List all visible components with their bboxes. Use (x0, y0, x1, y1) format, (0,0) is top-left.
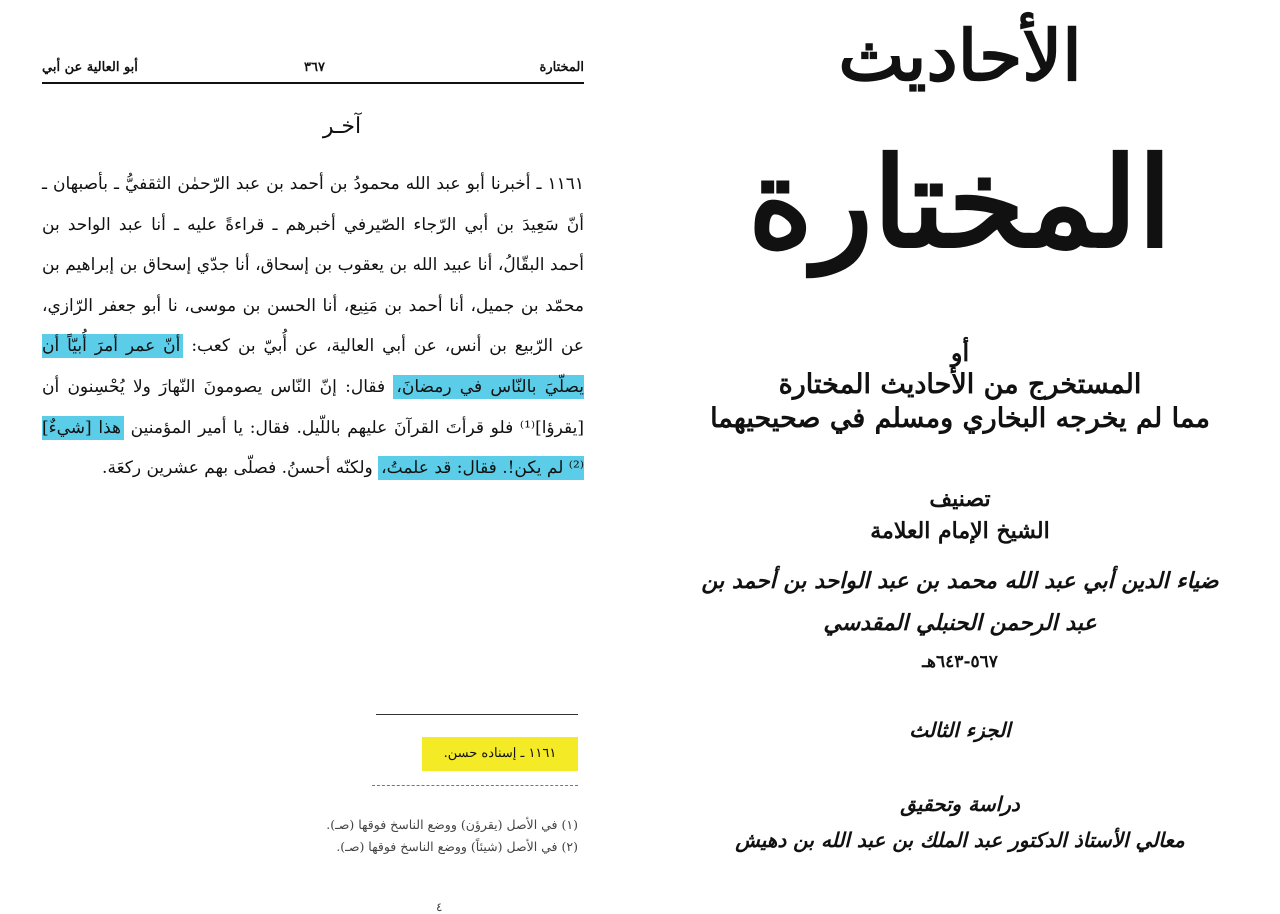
left-page (0, 0, 640, 913)
highlight-blue-2: هذا [شيءٌ]⁽²⁾ لم يكن!. فقال: قد علمتُ، (42, 417, 584, 479)
cover-subtitle-line2: مما لم يخرجه البخاري ومسلم في صحيحيهما (710, 403, 1210, 434)
highlight-blue-1: أنّ عمر أمرَ أُبيّاً أن يصلّيَ بالنّاس في رمضانَ، (42, 336, 585, 397)
hadith-text (42, 164, 584, 489)
running-head-section: أبو العالية عن أبي (42, 60, 138, 75)
cover-subtitle (680, 368, 1240, 436)
footnotes (242, 814, 578, 858)
cover-dates: ٥٦٧-٦٤٣هـ (922, 652, 998, 672)
right-page-cover (640, 0, 1280, 913)
cover-study-label: دراسة وتحقيق (900, 792, 1020, 816)
hadith-text-middle: فقال: إنّ النّاس يصومونَ النّهارَ ولا يُحْسِنون أن [يقرؤا]⁽¹⁾ فلو قرأتَ القرآنَ عليهم باللّيل. فقال: يا أمير المؤمنين (42, 376, 584, 438)
running-head-page-number: ٣٦٧ (304, 60, 325, 75)
cover-or: أو (950, 338, 970, 367)
page-number: ٤ (436, 900, 443, 914)
running-head-book-title: المختارة (539, 60, 584, 75)
cover-subtitle-line1: المستخرج من الأحاديث المختارة (778, 369, 1142, 400)
hadith-text-end: ولكنّه أحسنُ. فصلّى بهم عشرين ركعَة. (102, 458, 373, 479)
cover-author-label: تصنيف (929, 486, 991, 512)
cover-volume: الجزء الثالث (909, 718, 1011, 742)
cover-author-name-line2: عبد الرحمن الحنبلي المقدسي (823, 610, 1097, 636)
cover-title-line2: المختارة (747, 131, 1172, 276)
footnote-divider (372, 785, 578, 786)
cover-author-name-line1: ضياء الدين أبي عبد الله محمد بن عبد الواحد بن أحمد بن (701, 568, 1219, 594)
footnote-rule (376, 714, 578, 715)
running-head (42, 58, 584, 84)
cover-author-name (680, 560, 1240, 644)
hadith-isnad: ١١٦١ ـ أخبرنا أبو عبد الله محمودُ بن أحمد بن عبد الرّحمٰن الثقفيُّ ـ بأصبهان ـ أنّ سَعِيدَ بن أبي الرّجاء الصّيرفي أخبرهم ـ قراءةً عليه ـ أنا عبد الواحد بن أحمد البقّالُ، أنا عبيد الله بن يعقوب بن إسحاق، أنا جدّي إسحاق بن إبراهيم بن محمّد بن جميل، أنا أحمد بن مَنِيع، أنا الحسن بن موسى، نا أبو جعفر الرّازي، عن الرّبيع بن أنس، عن أبي العالية، عن أُبيّ بن كعب: (42, 174, 584, 357)
footnote-2: (٢) في الأصل (شيئاً) ووضع الناسخ فوقها (صـ). (336, 839, 578, 854)
section-title: آخـر (322, 114, 362, 139)
cover-author-title: الشيخ الإمام العلامة (870, 518, 1050, 544)
cover-title-line1: الأحاديث (838, 14, 1082, 97)
footnote-1: (١) في الأصل (يقرؤن) ووضع الناسخ فوقها (صـ). (326, 817, 578, 832)
grading-note-highlight: ١١٦١ ـ إسناده حسن. (422, 737, 578, 771)
cover-editor: معالي الأستاذ الدكتور عبد الملك بن عبد الله بن دهيش (735, 828, 1185, 852)
